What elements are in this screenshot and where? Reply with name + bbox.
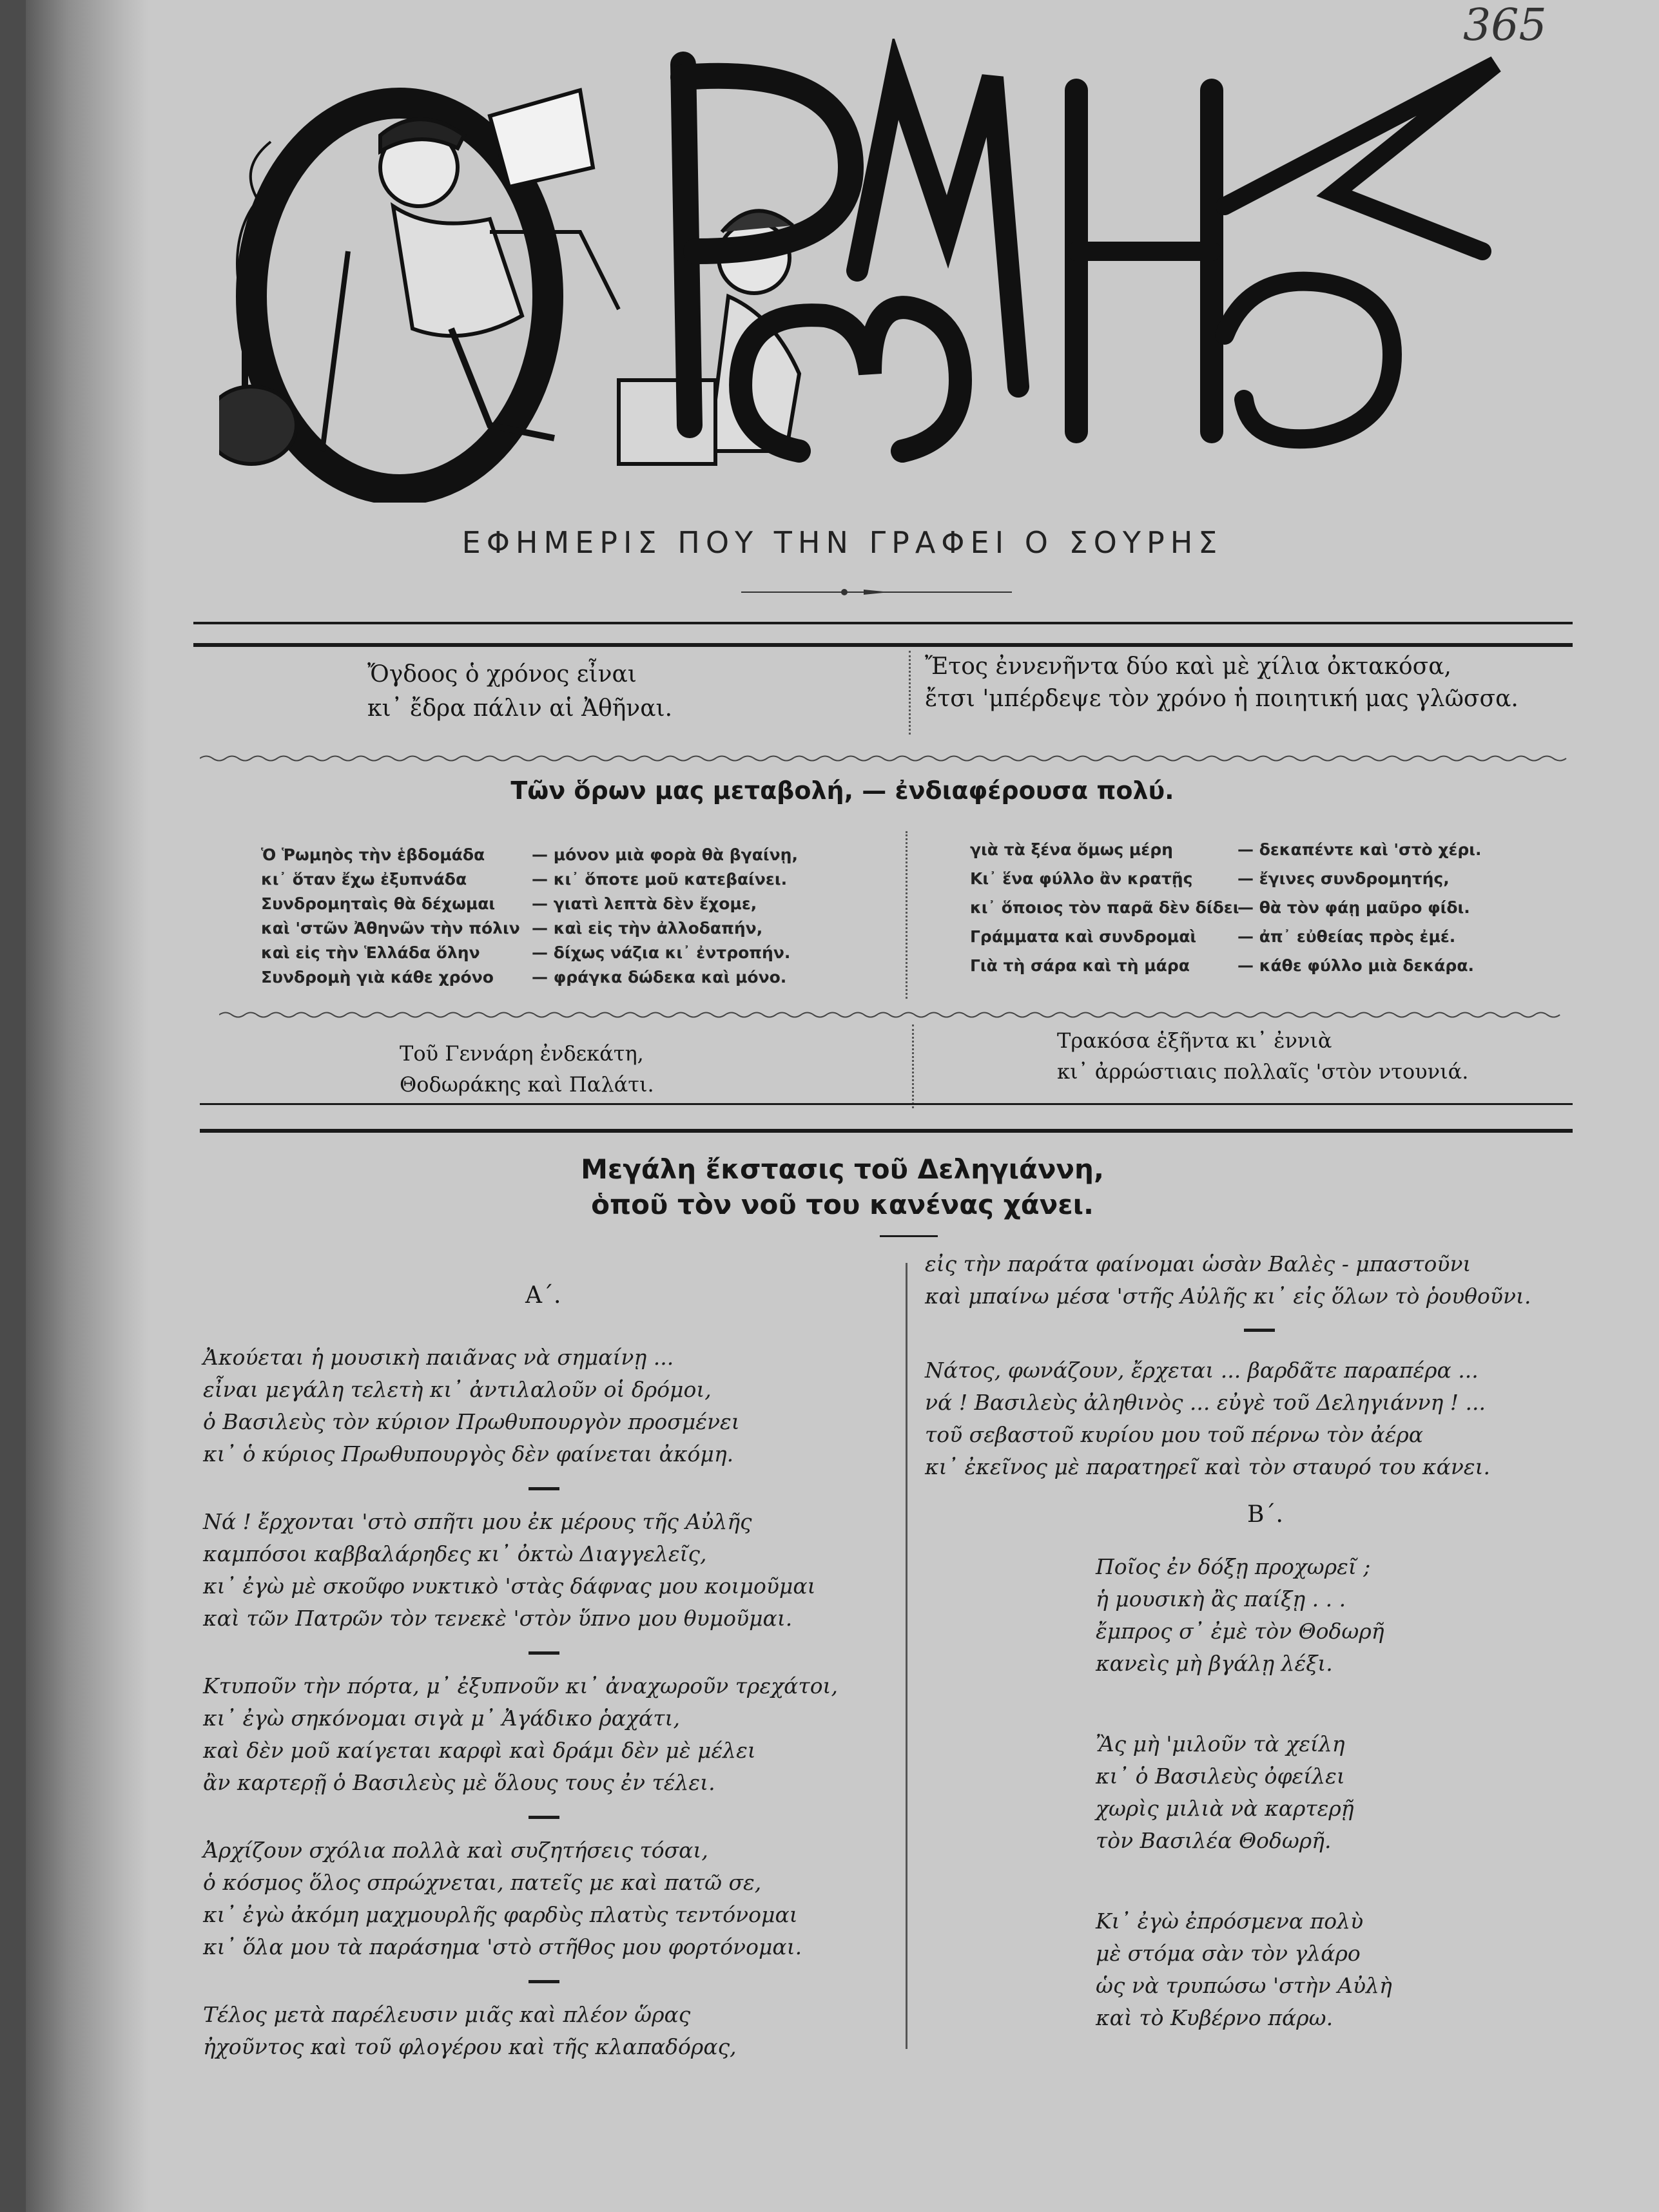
terms-column-divider: [906, 831, 907, 999]
right-b1-l1: Ποῖος ἐν δόξῃ προχωρεῖ ;: [1096, 1554, 1371, 1579]
section-rule-top: [200, 1103, 1573, 1105]
right-a2-l4: κι᾽ ἐκεῖνος μὲ παρατηρεῖ καὶ τὸν σταυρό του κάνει.: [925, 1454, 1491, 1479]
page-number: 365: [1463, 0, 1547, 51]
terms-left-b-5: — φράγκα δώδεκα καὶ μόνο.: [532, 968, 787, 986]
date-couplet-right-2: κι᾽ ἀρρώστιαις πολλαῖς 'στὸν ντουνιά.: [1057, 1059, 1469, 1084]
date-couplet-left-2: Θοδωράκης καὶ Παλάτι.: [400, 1072, 654, 1097]
right-a2-l2: νά ! Βασιλεὺς ἀληθινὸς ... εὐγὲ τοῦ Δεληγιάννη ! ...: [925, 1390, 1486, 1415]
right-b2-l3: χωρὶς μιλιὰ νὰ καρτερῇ: [1096, 1796, 1354, 1821]
stanza-separator: [1244, 1329, 1275, 1332]
left-s1-l1: Ἀκούεται ἡ μουσικὴ παιᾶνας νὰ σημαίνῃ ...: [203, 1345, 674, 1370]
header-couplet-left-1: Ὄγδοος ὁ χρόνος εἶναι: [367, 661, 637, 688]
stanza-separator: [529, 1980, 559, 1983]
terms-left-b-2: — γιατὶ λεπτὰ δὲν ἔχομε,: [532, 894, 757, 913]
terms-right-b-1: — ἔγινες συνδρομητής,: [1237, 869, 1450, 888]
terms-left-a-2: Συνδρομηταὶς θὰ δέχωμαι: [261, 894, 496, 913]
article-title-line-1: Μεγάλη ἔκστασις τοῦ Δεληγιάννη,: [581, 1153, 1104, 1185]
date-couplet-right-1: Τρακόσα ἑξῆντα κι᾽ ἐννιὰ: [1057, 1028, 1332, 1053]
header-rule-top: [193, 622, 1573, 624]
left-s1-l4: κι᾽ ὁ κύριος Πρωθυπουργὸς δὲν φαίνεται ἀκόμη.: [203, 1441, 734, 1467]
header-rule-bottom: [193, 643, 1573, 647]
left-s4-l3: κι᾽ ἐγὼ ἀκόμη μαχμουρλῆς φαρδὺς πλατὺς τεντόνομαι: [203, 1902, 798, 1927]
right-b1-l2: ἡ μουσικὴ ἂς παίξῃ . . .: [1096, 1586, 1346, 1611]
newspaper-subtitle: ΕΦΗΜΕΡΙΣ ΠΟΥ ΤΗΝ ΓΡΑΦΕΙ Ο ΣΟΥΡΗΣ: [461, 525, 1223, 560]
right-a2-l1: Νάτος, φωνάζουν, ἔρχεται ... βαρδᾶτε παραπέρα ...: [925, 1358, 1479, 1383]
ornament-divider: [741, 588, 1012, 597]
left-s2-l3: κι᾽ ἐγὼ μὲ σκοῦφο νυκτικὸ 'στὰς δάφνας μου κοιμοῦμαι: [203, 1573, 816, 1599]
section-b-heading: Β΄.: [1247, 1501, 1283, 1528]
newspaper-page: [26, 0, 1659, 2212]
header-column-divider: [909, 651, 911, 735]
terms-right-a-1: Κι᾽ ἕνα φύλλο ἂν κρατῇς: [970, 869, 1193, 888]
terms-left-a-5: Συνδρομὴ γιὰ κάθε χρόνο: [261, 968, 494, 986]
left-s3-l2: κι᾽ ἐγὼ σηκόνομαι σιγὰ μ᾽ Ἀγάδικο ῥαχάτι,: [203, 1706, 680, 1731]
left-s2-l2: καμπόσοι καββαλάρηδες κι᾽ ὀκτὼ Διαγγελεῖς,: [203, 1541, 707, 1566]
wavy-divider-2: [219, 1010, 1566, 1019]
left-s5-l1: Τέλος μετὰ παρέλευσιν μιᾶς καὶ πλέον ὥρας: [203, 2002, 691, 2027]
left-s3-l4: ἂν καρτερῇ ὁ Βασιλεὺς μὲ ὅλους τους ἐν τέλει.: [203, 1770, 715, 1795]
right-b2-l1: Ἂς μὴ 'μιλοῦν τὰ χείλη: [1096, 1731, 1345, 1756]
left-s4-l2: ὁ κόσμος ὅλος σπρώχνεται, πατεῖς με καὶ πατῶ σε,: [203, 1870, 762, 1895]
title-underline: [880, 1235, 938, 1237]
terms-title: Τῶν ὅρων μας μεταβολή, — ἐνδιαφέρουσα πολύ.: [510, 776, 1174, 805]
right-b1-l3: ἔμπρος σ᾽ ἐμὲ τὸν Θοδωρῆ: [1096, 1619, 1384, 1644]
stanza-separator: [529, 1816, 559, 1819]
right-a1-l1: εἰς τὴν παράτα φαίνομαι ὡσὰν Βαλὲς - μπαστοῦνι: [925, 1251, 1471, 1276]
left-s4-l1: Ἀρχίζουν σχόλια πολλὰ καὶ συζητήσεις τόσαι,: [203, 1838, 708, 1863]
terms-left-b-3: — καὶ εἰς τὴν ἀλλοδαπήν,: [532, 919, 763, 938]
terms-right-b-3: — ἀπ᾽ εὐθείας πρὸς ἐμέ.: [1237, 927, 1456, 946]
date-couplet-left-1: Τοῦ Γεννάρη ἐνδεκάτη,: [400, 1041, 644, 1066]
right-b2-l2: κι᾽ ὁ Βασιλεὺς ὀφείλει: [1096, 1764, 1345, 1789]
header-couplet-right-2: ἔτσι 'μπέρδεψε τὸν χρόνο ἡ ποιητική μας γλῶσσα.: [925, 686, 1518, 712]
stanza-separator: [529, 1487, 559, 1490]
masthead-logo: [219, 39, 1528, 503]
book-spine-shadow: [26, 0, 148, 2212]
right-a1-l2: καὶ μπαίνω μέσα 'στῆς Αὐλῆς κι᾽ εἰς ὅλων τὸ ῥουθοῦνι.: [925, 1284, 1531, 1309]
terms-right-a-0: γιὰ τὰ ξένα ὅμως μέρη: [970, 840, 1173, 859]
terms-right-a-3: Γράμματα καὶ συνδρομαὶ: [970, 927, 1197, 946]
terms-left-a-3: καὶ 'στῶν Ἀθηνῶν τὴν πόλιν: [261, 919, 520, 938]
right-a2-l3: τοῦ σεβαστοῦ κυρίου μου τοῦ πέρνω τὸν ἀέρα: [925, 1422, 1424, 1447]
header-couplet-right-1: Ἔτος ἐννενῆντα δύο καὶ μὲ χίλια ὀκτακόσα,: [925, 653, 1451, 680]
terms-left-a-1: κι᾽ ὅταν ἔχω ἐξυπνάδα: [261, 870, 467, 889]
right-b3-l1: Κι᾽ ἐγὼ ἐπρόσμενα πολὺ: [1096, 1909, 1364, 1934]
right-b1-l4: κανεὶς μὴ βγάλῃ λέξι.: [1096, 1651, 1333, 1676]
terms-left-b-1: — κι᾽ ὅποτε μοῦ κατεβαίνει.: [532, 870, 788, 889]
stanza-separator: [529, 1651, 559, 1655]
terms-left-a-0: Ὁ Ῥωμηὸς τὴν ἑβδομάδα: [261, 845, 485, 864]
wavy-divider-1: [200, 754, 1573, 763]
terms-left-b-4: — δίχως νάζια κι᾽ ἐντροπήν.: [532, 943, 791, 962]
left-s5-l2: ἠχοῦντος καὶ τοῦ φλογέρου καὶ τῆς κλαπαδόρας,: [203, 2034, 737, 2059]
article-title-line-2: ὁποῦ τὸν νοῦ του κανένας χάνει.: [591, 1189, 1094, 1220]
right-b3-l4: καὶ τὸ Κυβέρνο πάρω.: [1096, 2005, 1334, 2030]
article-column-divider: [906, 1263, 907, 2049]
masthead-illustration: [219, 39, 1528, 503]
terms-right-b-2: — θὰ τὸν φάῃ μαῦρο φίδι.: [1237, 898, 1470, 917]
title-lettering: [683, 64, 1495, 451]
terms-right-b-4: — κάθε φύλλο μιὰ δεκάρα.: [1237, 956, 1475, 975]
left-s4-l4: κι᾽ ὅλα μου τὰ παράσημα 'στὸ στῆθος μου φορτόνομαι.: [203, 1934, 802, 1959]
left-s2-l1: Νά ! ἔρχονται 'στὸ σπῆτι μου ἐκ μέρους τῆς Αὐλῆς: [203, 1509, 752, 1534]
right-b2-l4: τὸν Βασιλέα Θοδωρῆ.: [1096, 1828, 1332, 1853]
terms-right-a-4: Γιὰ τὴ σάρα καὶ τὴ μάρα: [970, 956, 1190, 975]
left-s2-l4: καὶ τῶν Πατρῶν τὸν τενεκὲ 'στὸν ὕπνο μου θυμοῦμαι.: [203, 1606, 793, 1631]
section-a-heading: Α΄.: [525, 1282, 561, 1309]
section-rule-bottom: [200, 1129, 1573, 1133]
left-s3-l1: Κτυποῦν τὴν πόρτα, μ᾽ ἐξυπνοῦν κι᾽ ἀναχωροῦν τρεχάτοι,: [203, 1673, 838, 1698]
terms-left-b-0: — μόνον μιὰ φορὰ θὰ βγαίνῃ,: [532, 845, 798, 864]
header-couplet-left-2: κι᾽ ἔδρα πάλιν αἱ Ἀθῆναι.: [367, 695, 673, 722]
left-s1-l2: εἶναι μεγάλη τελετὴ κι᾽ ἀντιλαλοῦν οἱ δρόμοι,: [203, 1377, 712, 1402]
terms-right-b-0: — δεκαπέντε καὶ 'στὸ χέρι.: [1237, 840, 1482, 859]
left-s1-l3: ὁ Βασιλεὺς τὸν κύριον Πρωθυπουργὸν προσμένει: [203, 1409, 740, 1434]
right-b3-l3: ὡς νὰ τρυπώσω 'στὴν Αὐλὴ: [1096, 1973, 1392, 1998]
date-column-divider: [912, 1024, 914, 1108]
left-s3-l3: καὶ δὲν μοῦ καίγεται καρφὶ καὶ δράμι δὲν μὲ μέλει: [203, 1738, 756, 1763]
terms-right-a-2: κι᾽ ὅποιος τὸν παρᾶ δὲν δίδει: [970, 898, 1239, 917]
right-b3-l2: μὲ στόμα σὰν τὸν γλάρο: [1096, 1941, 1361, 1966]
terms-left-a-4: καὶ εἰς τὴν Ἑλλάδα ὅλην: [261, 943, 480, 962]
